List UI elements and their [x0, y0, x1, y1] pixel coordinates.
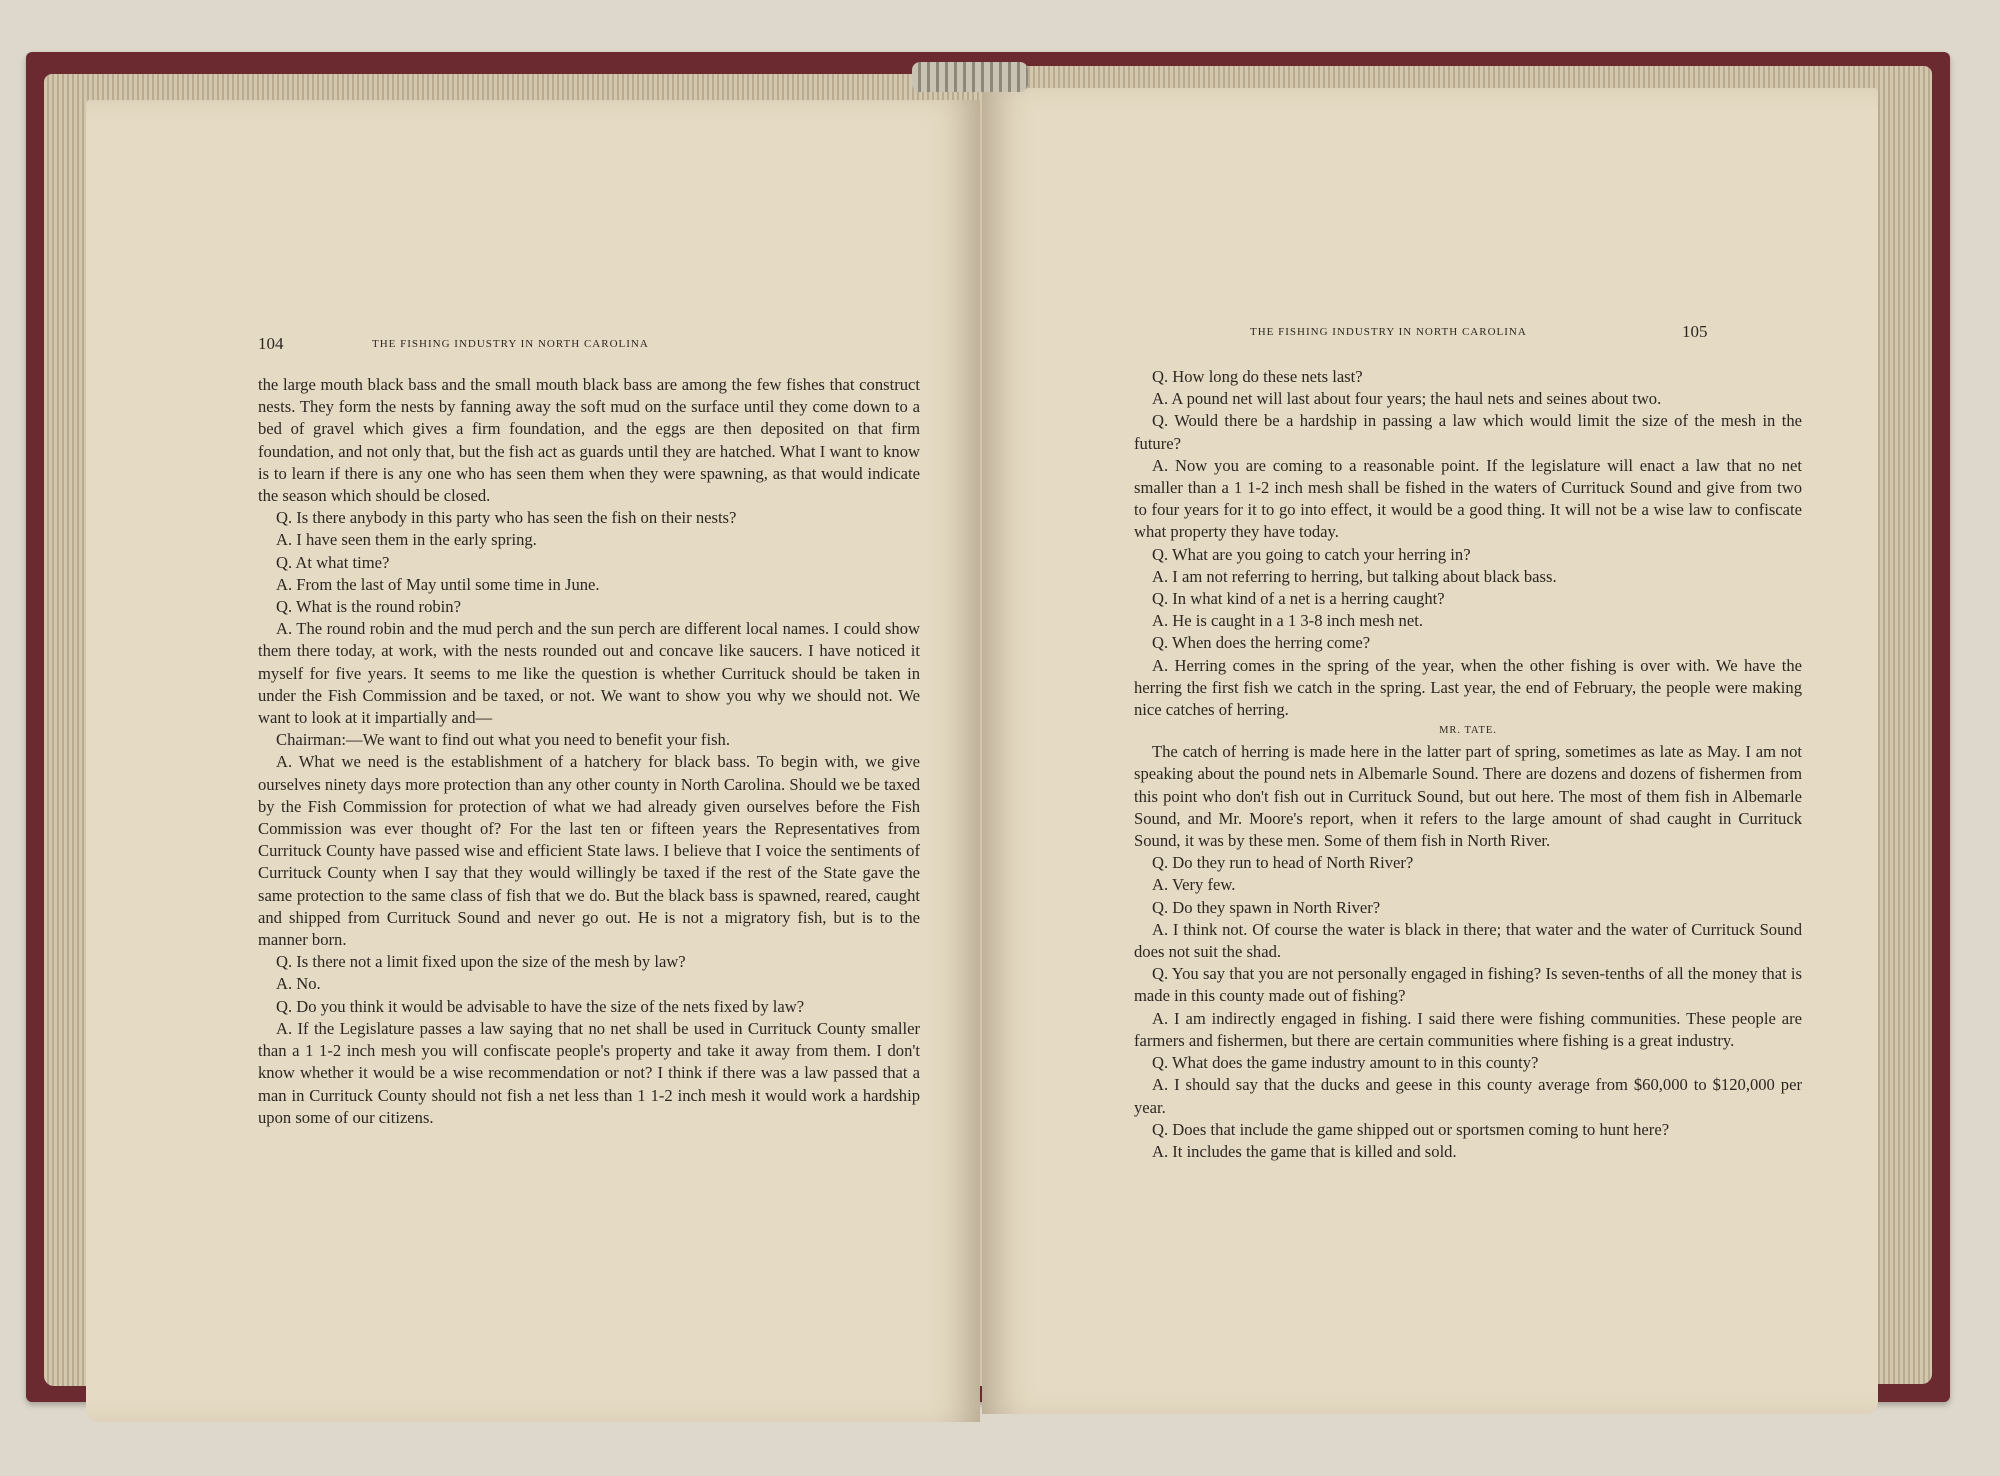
- paragraph: Q. What does the game industry amount to in this county?: [1152, 1053, 1539, 1073]
- paragraph: A. I have seen them in the early spring.: [276, 530, 537, 550]
- paragraph: Q. What are you going to catch your herring in?: [1152, 544, 1471, 564]
- paragraph: Q. You say that you are not personally engaged in fishing? Is seven-tenths of all the money that is made in this county made out of fishing?: [1134, 964, 1802, 1006]
- paragraph: Q. What is the round robin?: [276, 597, 461, 617]
- paragraph: Q. Do you think it would be advisable to have the size of the nets fixed by law?: [276, 996, 805, 1016]
- paragraph: A. What we need is the establishment of a hatchery for black bass. To begin with, we give ourselves ninety days more protection than any other county in North Carolina. Should we be taxed by the Fish Commission for protection of what we had already given ourselves before the Fish Commission was ever thought of? For the last ten or fifteen years the Representatives from Currituck County have passed wise and efficient State laws. I believe that I voice the sentiments of Currituck County when I say that they would willingly be taxed if the rest of the State gave the same protection to the same class of fish that we do. But the black bass is spawned, reared, caught and shipped from Currituck Sound and never go out. He is not a migratory fish, but is to the manner born.: [258, 752, 920, 950]
- paragraph: A. I think not. Of course the water is black in there; that water and the water of Currituck Sound does not suit the shad.: [1134, 919, 1802, 962]
- paragraph: A. The round robin and the mud perch and the sun perch are different local names. I could show them there today, at work, with the nests rounded out and concave like saucers. I have noticed it myself for five years. It seems to me like the question is whether Currituck should be taken in under the Fish Commission and be taxed, or not. We want to show you why we should not. We want to look at it impartially and—: [258, 619, 920, 728]
- right-page: [982, 88, 1878, 1414]
- paragraph: Q. When does the herring come?: [1152, 633, 1371, 653]
- running-head: THE FISHING INDUSTRY IN NORTH CAROLINA: [372, 338, 649, 350]
- paragraph: The catch of herring is made here in the latter part of spring, sometimes as late as May. I am not speaking about the pound nets in Albemarle Sound. There are dozens and dozens of fishermen from this point who don't fish out in Currituck Sound, but out here. The most of them fish in Albemarle Sound, and Mr. Moore's report, when it refers to the large amount of shad caught in Currituck Sound, it was by these men. Some of them fish in North River.: [1134, 742, 1802, 851]
- paragraph: Q. In what kind of a net is a herring caught?: [1152, 589, 1445, 609]
- left-page: [86, 100, 980, 1422]
- paragraph: A. He is caught in a 1 3-8 inch mesh net.: [1152, 611, 1423, 631]
- paragraph: Q. How long do these nets last?: [1152, 367, 1363, 386]
- page-number: 104: [258, 334, 284, 353]
- paragraph: A. A pound net will last about four years; the haul nets and seines about two.: [1152, 389, 1662, 409]
- paragraph: A. Very few.: [1152, 875, 1236, 895]
- paragraph: Q. Is there anybody in this party who has seen the fish on their nests?: [276, 508, 737, 528]
- spine-binding: [912, 62, 1028, 92]
- paragraph: A. Herring comes in the spring of the year, when the other fishing is over with. We have the herring the first fish we catch in the spring. Last year, the end of February, the people were making nice catches of herring.: [1134, 655, 1802, 720]
- paragraph: Q. Would there be a hardship in passing a law which would limit the size of the mesh in the future?: [1134, 411, 1802, 453]
- paragraph: A. I should say that the ducks and geese in this county average from $60,000 to $120,000 per year.: [1134, 1075, 1802, 1117]
- paragraph: A. It includes the game that is killed and sold.: [1152, 1141, 1457, 1161]
- paragraph: A. I am not referring to herring, but talking about black bass.: [1152, 566, 1557, 586]
- paragraph: Q. Do they run to head of North River?: [1152, 853, 1414, 873]
- paragraph: A. From the last of May until some time in June.: [276, 574, 600, 594]
- paragraph: A. If the Legislature passes a law saying that no net shall be used in Currituck County smaller than a 1 1-2 inch mesh you will confiscate people's property and take it away from them. I don't know whether it would be a wise recommendation or not? I think if there was a law passed that a man in Currituck County should not fish a net less than 1 1-2 inch mesh it would work a hardship upon some of our citizens.: [258, 1018, 920, 1127]
- paragraph: A. Now you are coming to a reasonable point. If the legislature will enact a law that no net smaller than a 1 1-2 inch mesh shall be fished in the waters of Currituck Sound and give from two to four years for it to go into effect, it would be a good thing. It will not be a wise law to confiscate what property they have today.: [1134, 455, 1802, 542]
- page-body: [1134, 366, 1802, 1163]
- paragraph: Q. At what time?: [276, 552, 390, 572]
- paragraph: Chairman:—We want to find out what you need to benefit your fish.: [276, 730, 730, 750]
- paragraph: Q. Do they spawn in North River?: [1152, 897, 1381, 917]
- paragraph: Q. Does that include the game shipped out or sportsmen coming to hunt here?: [1152, 1119, 1670, 1139]
- paragraph: the large mouth black bass and the small mouth black bass are among the few fishes that construct nests. They form the nests by fanning away the soft mud on the surface until they come down to a bed of gravel which gives a firm foundation, and the eggs are then deposited on that firm foundation, and not only that, but the fish act as guards until they are hatched. What I want to know is to learn if there is any one who has seen them when they were spawning, as that would indicate the season which should be closed.: [258, 375, 920, 506]
- running-head: THE FISHING INDUSTRY IN NORTH CAROLINA: [1250, 326, 1527, 338]
- paragraph: A. No.: [276, 974, 321, 994]
- page-number: 105: [1682, 322, 1708, 341]
- paragraph: Q. Is there not a limit fixed upon the size of the mesh by law?: [276, 952, 686, 972]
- speaker-heading: MR. TATE.: [1439, 725, 1497, 737]
- page-body: [258, 374, 920, 1129]
- paragraph: A. I am indirectly engaged in fishing. I said there were fishing communities. These people are farmers and fishermen, but there are certain communities where fishing is a great industry.: [1134, 1008, 1802, 1050]
